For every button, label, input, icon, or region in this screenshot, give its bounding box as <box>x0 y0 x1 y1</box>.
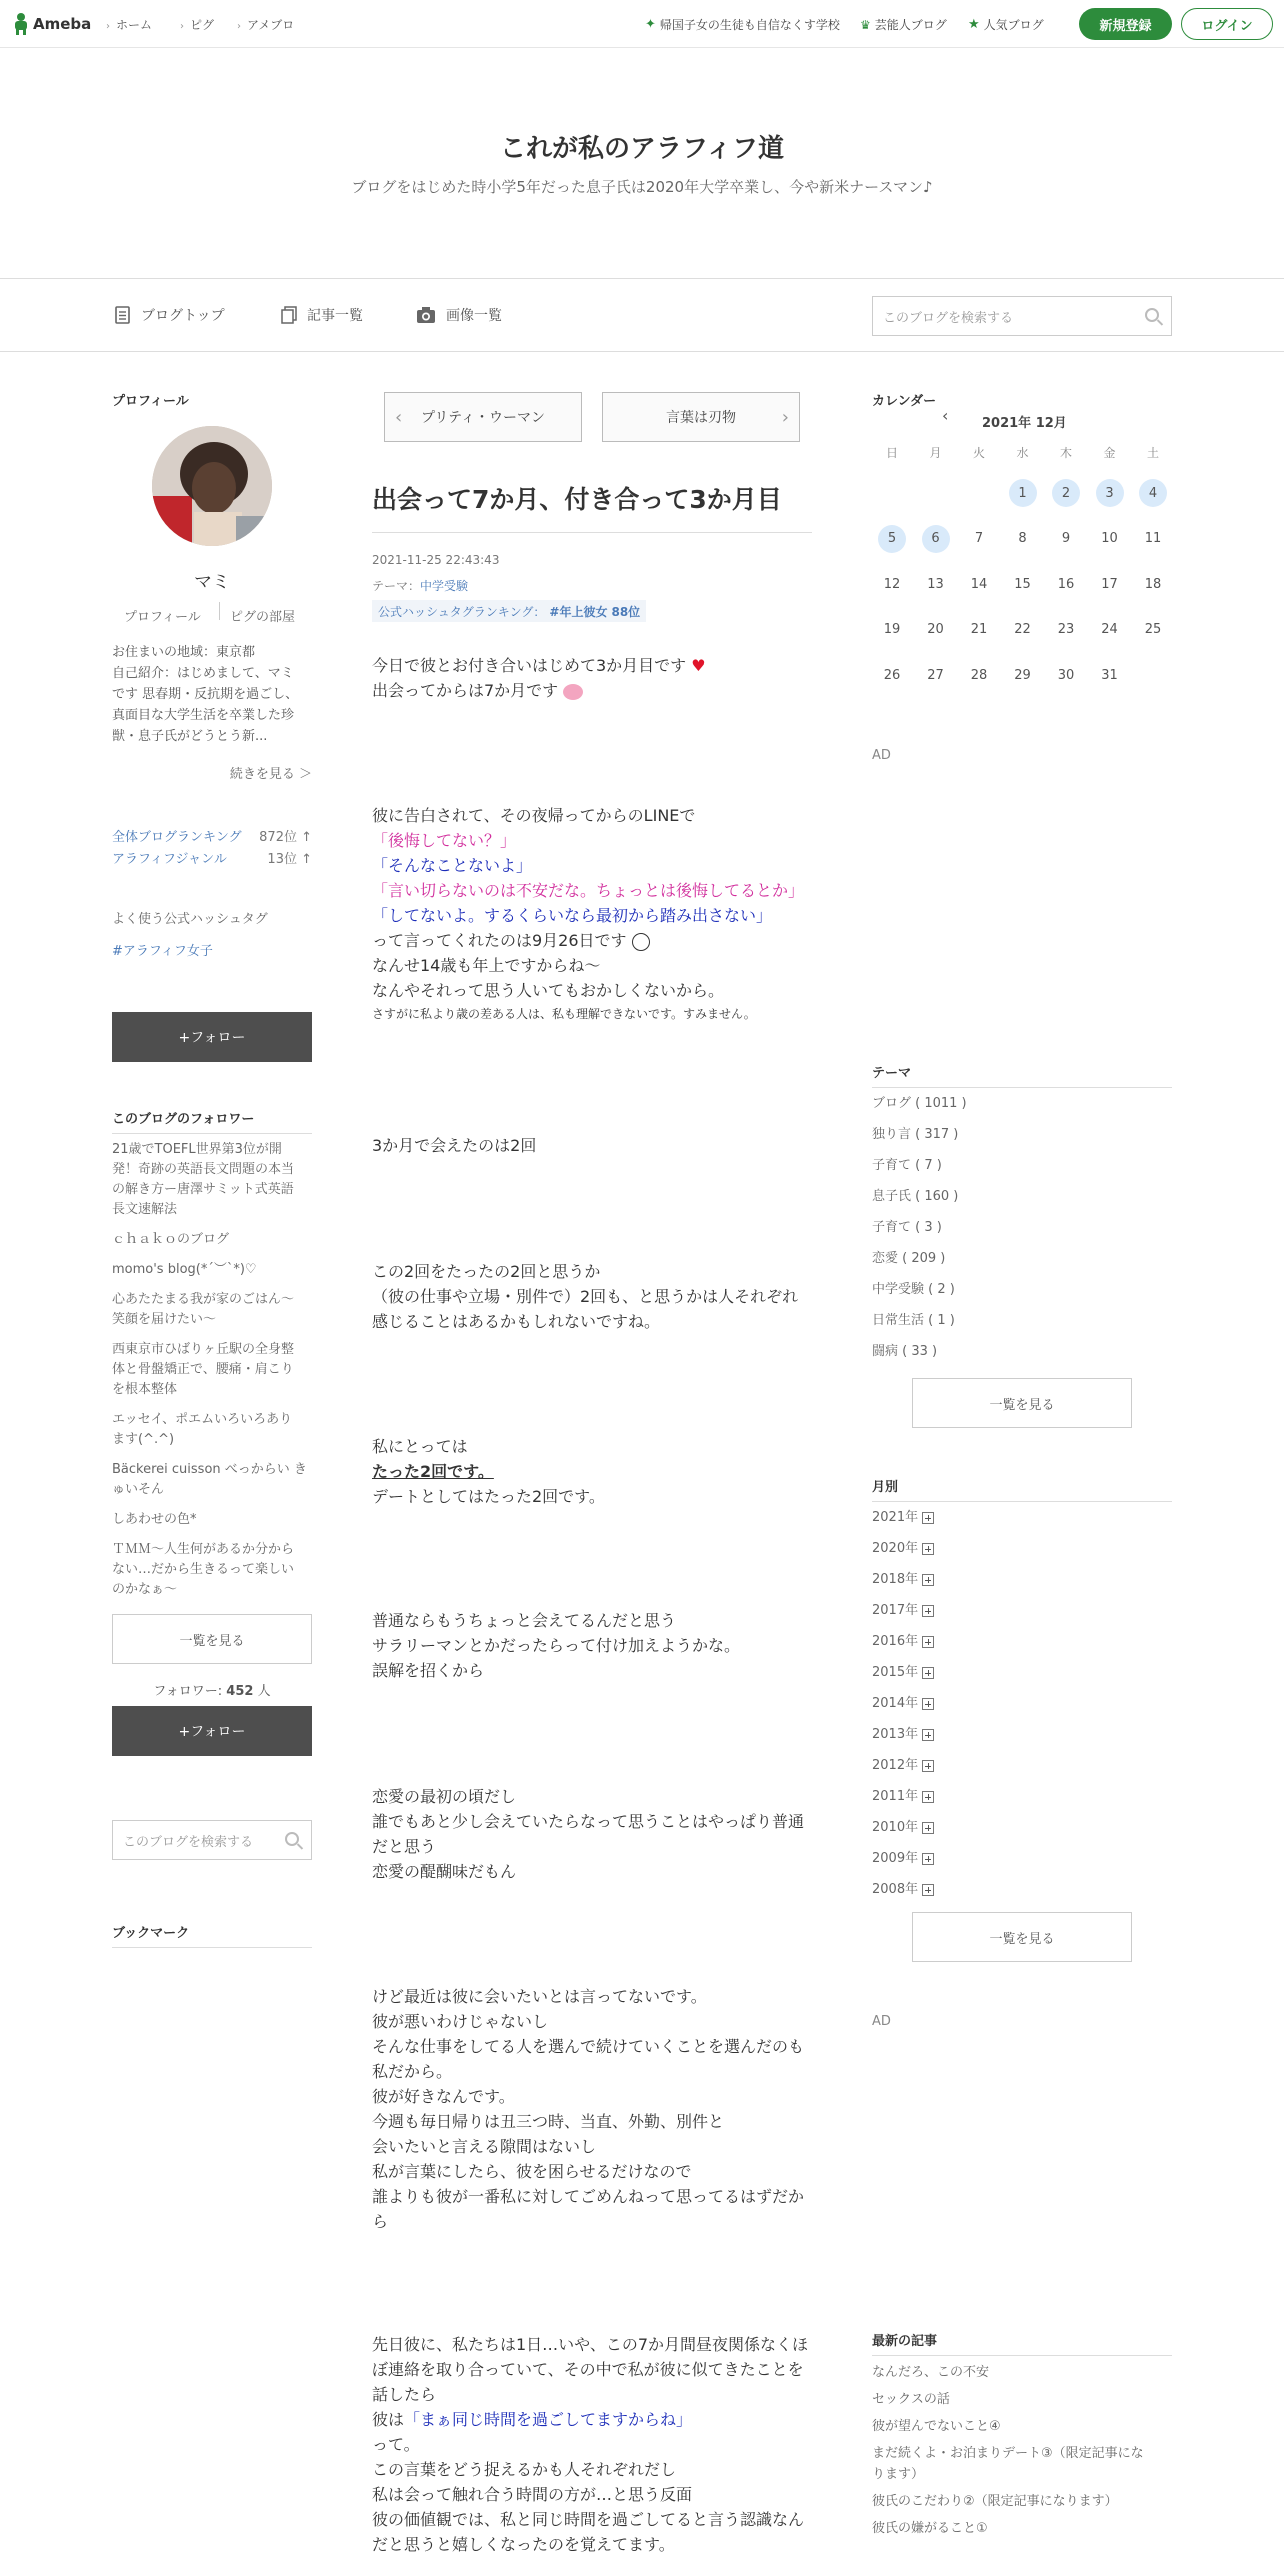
body-line: なんせ14歳も年上ですからね〜 <box>372 956 601 975</box>
follower-line: 長文速解法 <box>112 1202 178 1217</box>
recent-line: 彼が望んでないこと④ <box>872 2419 1001 2434</box>
crown-icon: ♛ <box>860 17 871 32</box>
theme-list <box>872 1088 1172 1367</box>
recent-item[interactable] <box>872 2491 1172 2512</box>
body-text: 出会ってからは7か月です <box>372 681 559 700</box>
global-header <box>0 0 1284 48</box>
month-item[interactable] <box>872 1750 1172 1781</box>
profile-name[interactable]: マミ <box>194 572 230 593</box>
ranking-all-value: 872位 ↑ <box>259 830 312 845</box>
body-line-emphasis: たった2回です。 <box>372 1462 494 1481</box>
follower-line: 体と骨盤矯正で、腰痛・肩こり <box>112 1362 294 1377</box>
bookmark-heading: ブックマーク <box>112 1922 312 1948</box>
search-icon[interactable] <box>285 1832 299 1846</box>
body-line <box>372 928 812 953</box>
bio-line: 自己紹介：はじめまして、マミ <box>112 666 294 681</box>
body-line: 私が言葉にしたら、彼を困らせるだけなので <box>372 2162 692 2181</box>
expand-plus-icon[interactable] <box>922 1512 934 1524</box>
month-list <box>872 1502 1172 1905</box>
recent-item[interactable] <box>872 2416 1172 2437</box>
expand-plus-icon[interactable] <box>922 1636 934 1648</box>
theme-label: テーマ： <box>372 579 421 593</box>
calendar-day: 11 <box>1144 531 1162 546</box>
calendar-day: 18 <box>1144 576 1162 592</box>
recent-item[interactable] <box>872 2518 1172 2539</box>
body-line: なんやそれって思う人いてもおかしくないから。 <box>372 981 725 1000</box>
top-link-celeb[interactable] <box>860 16 947 33</box>
expand-plus-icon[interactable] <box>922 1543 934 1555</box>
calendar-day: 25 <box>1144 622 1162 637</box>
body-line: 「してないよ。するくらいなら最初から踏み出さない」 <box>372 906 773 925</box>
calendar-day[interactable]: 1 <box>1009 479 1037 507</box>
body-line: 彼に告白されて、その夜帰ってからのLINEで <box>372 806 696 825</box>
recent-line: セックスの話 <box>872 2392 950 2407</box>
expand-plus-icon[interactable] <box>922 1822 934 1834</box>
body-text-quote: 「まぁ同じ時間を過ごしてますからね」 <box>404 2410 693 2429</box>
recent-line: ります） <box>872 2467 925 2482</box>
bio-line: 獣・息子氏がどうとう新... <box>112 729 268 744</box>
theme-item[interactable]: ブログ ( 1011 ) <box>872 1096 967 1111</box>
blog-title[interactable]: これが私のアラフィフ道 <box>500 134 784 164</box>
expand-plus-icon[interactable] <box>922 1605 934 1617</box>
theme-item[interactable]: 日常生活 ( 1 ) <box>872 1313 955 1328</box>
article-theme <box>372 577 468 594</box>
body-line: 話したら <box>372 2385 437 2404</box>
article-list-link[interactable] <box>281 305 363 325</box>
month-item[interactable] <box>872 1533 1172 1564</box>
month-label: 2020年 <box>872 1541 919 1556</box>
calendar-day: 22 <box>1014 622 1031 637</box>
expand-plus-icon[interactable] <box>922 1667 934 1679</box>
calendar-month: 2021年 12月 <box>982 416 1067 431</box>
follower-line: ＴＭＭ～人生何があるか分から <box>112 1542 295 1557</box>
login-button[interactable]: ログイン <box>1181 8 1273 40</box>
follower-line: エッセイ、ポエムいろいろあり <box>112 1412 293 1427</box>
month-item[interactable] <box>872 1595 1172 1626</box>
theme-item[interactable]: 息子氏 ( 160 ) <box>872 1189 959 1204</box>
next-article-button[interactable] <box>602 392 800 442</box>
top-link-popular-label: 人気ブログ <box>983 18 1044 32</box>
body-line: 今週も毎日帰りは丑三つ時、当直、外勤、別件と <box>372 2112 725 2131</box>
hashtag-ranking[interactable] <box>372 600 646 622</box>
calendar-day: 8 <box>1018 531 1027 546</box>
bio-line: です 思春期・反抗期を過ごし、 <box>112 687 299 702</box>
article-paragraph <box>372 2332 812 2557</box>
blog-description: ブログをはじめた時小学5年だった息子氏は2020年大学卒業し、今や新米ナースマン♪ <box>351 178 933 196</box>
follower-item[interactable] <box>112 1510 312 1530</box>
body-line: だと思うと嬉しくなったのを覚えてます。 <box>372 2535 675 2554</box>
avatar[interactable] <box>152 426 272 546</box>
month-item[interactable] <box>872 1874 1172 1905</box>
ameba-logo-icon <box>12 12 30 36</box>
follower-item[interactable] <box>112 1410 312 1450</box>
article-paragraph <box>372 1984 812 2234</box>
prev-article-button[interactable] <box>384 392 582 442</box>
month-label: 2017年 <box>872 1603 919 1618</box>
body-line: 恋愛の醍醐味だもん <box>372 1862 517 1881</box>
chevron-right-icon: › <box>237 21 241 32</box>
follower-line: ます(^.^) <box>112 1432 175 1447</box>
follower-line: 心あたたまる我が家のごはん〜 <box>112 1292 295 1307</box>
image-list-link[interactable] <box>416 305 502 325</box>
follower-line: 発！奇跡の英語長文問題の本当 <box>112 1162 295 1177</box>
nav-home-label: ホーム <box>116 18 153 32</box>
month-item[interactable] <box>872 1812 1172 1843</box>
follow-button[interactable]: +フォロー <box>112 1012 312 1062</box>
recent-line: 彼氏のこだわり②（限定記事になります） <box>872 2494 1118 2509</box>
spacer <box>372 703 812 803</box>
month-item[interactable] <box>872 1719 1172 1750</box>
follower-count-label: フォロワー: <box>153 1684 227 1699</box>
nav-ameblo-label: アメブロ <box>247 18 295 32</box>
calendar-day: 19 <box>883 622 901 637</box>
body-line <box>372 678 812 703</box>
follower-line: のかなぁ～ <box>112 1582 178 1597</box>
month-label: 2016年 <box>872 1634 919 1649</box>
body-line: って。 <box>372 2435 420 2454</box>
pig-room-link[interactable]: ピグの部屋 <box>230 610 296 625</box>
body-line: だと思う <box>372 1837 437 1856</box>
follower-item[interactable] <box>112 1340 312 1400</box>
pig-face-icon <box>563 684 583 700</box>
month-label: 2014年 <box>872 1696 919 1711</box>
article-list-label: 記事一覧 <box>307 308 363 324</box>
hashtag-ranking-rank: 88位 <box>611 604 641 619</box>
body-line: 誤解を招くから <box>372 1661 485 1680</box>
months-heading: 月別 <box>872 1476 1172 1502</box>
bio-line: 真面目な大学生活を卒業した珍 <box>112 708 295 723</box>
expand-plus-icon[interactable] <box>922 1853 934 1865</box>
ranking-genre-label[interactable]: アラフィフジャンル <box>112 852 227 867</box>
month-item[interactable] <box>872 1843 1172 1874</box>
hashtag-heading: よく使う公式ハッシュタグ <box>112 912 268 927</box>
month-item[interactable] <box>872 1657 1172 1688</box>
body-text: 今日で彼とお付き合いはじめて3か月目です <box>372 656 687 675</box>
follower-item[interactable] <box>112 1260 312 1280</box>
follower-line: 西東京市ひばりヶ丘駅の全身整 <box>112 1342 295 1357</box>
theme-item[interactable]: 子育て ( 7 ) <box>872 1158 942 1173</box>
image-list-label: 画像一覧 <box>446 308 502 324</box>
body-line: 感じることはあるかもしれないですね。 <box>372 1312 661 1331</box>
blog-search-placeholder: このブログを検索する <box>883 310 1014 326</box>
calendar-day: 30 <box>1057 667 1075 683</box>
calendar-day: 16 <box>1057 576 1075 592</box>
top-link-school-label: 帰国子女の生徒も自信なくす学校 <box>659 18 840 32</box>
body-line: 「後悔してない？」 <box>372 831 517 850</box>
calendar-day: 24 <box>1101 622 1118 637</box>
recent-line: 彼氏の嫌がること① <box>872 2521 988 2536</box>
theme-item[interactable]: 恋愛 ( 209 ) <box>872 1251 946 1266</box>
profile-bio <box>112 642 312 747</box>
month-label: 2015年 <box>872 1665 919 1680</box>
body-line: 彼の価値観では、私と同じ時間を過ごしてると言う認識なん <box>372 2510 805 2529</box>
article-title[interactable]: 出会って7か月、付き合って3か月目 <box>372 485 782 514</box>
followers-heading: このブログのフォロワー <box>112 1108 312 1134</box>
body-line: 「そんなことないよ」 <box>372 856 533 875</box>
body-line: 誰よりも彼が一番私に対してごめんねって思ってるはずだか <box>372 2187 805 2206</box>
recent-heading: 最新の記事 <box>872 2330 1172 2356</box>
follower-line: を根本整体 <box>112 1382 178 1397</box>
body-line: 彼が悪いわけじゃないし <box>372 2012 549 2031</box>
month-item[interactable] <box>872 1502 1172 1533</box>
months-view-all-button[interactable]: 一覧を見る <box>912 1912 1132 1962</box>
follower-line: 笑顔を届けたい〜 <box>112 1312 217 1327</box>
heart-icon: ♥ <box>691 656 706 675</box>
ranking-all-label[interactable]: 全体ブログランキング <box>112 830 242 845</box>
theme-item[interactable]: 中学受験 ( 2 ) <box>872 1282 955 1297</box>
profile-heading: プロフィール <box>112 394 189 409</box>
calendar-day: 7 <box>974 531 984 546</box>
hashtag-ranking-tag[interactable]: #年上彼女 <box>549 604 608 619</box>
theme-item[interactable]: 独り言 ( 317 ) <box>872 1127 959 1142</box>
emoji-face-icon <box>632 933 650 951</box>
calendar-day[interactable]: 3 <box>1096 479 1124 507</box>
body-line: この2回をたったの2回と思うか <box>372 1262 601 1281</box>
body-line: デートとしてはたった2回です。 <box>372 1487 605 1506</box>
blog-nav <box>0 278 1284 352</box>
body-line: 普通ならもうちょっと会えてるんだと思う <box>372 1611 677 1630</box>
follower-list <box>112 1140 312 1610</box>
calendar-dow: 土 <box>1146 446 1159 460</box>
follower-count-unit: 人 <box>253 1684 271 1699</box>
month-label: 2010年 <box>872 1820 919 1835</box>
article-paragraph <box>372 1259 812 1334</box>
calendar-day[interactable]: 5 <box>878 525 906 553</box>
ameba-logo[interactable] <box>12 12 91 36</box>
calendar-day: 12 <box>883 576 901 592</box>
body-line: 彼が好きなんです。 <box>372 2087 515 2106</box>
calendar-day[interactable]: 2 <box>1052 479 1080 507</box>
month-label: 2011年 <box>872 1789 919 1804</box>
calendar-day: 20 <box>927 622 944 637</box>
ranking-genre-value: 13位 ↑ <box>267 852 312 867</box>
top-link-popular[interactable] <box>968 16 1044 33</box>
star-icon: ★ <box>968 17 980 32</box>
body-line: ぼ連絡を取り合っていて、その中で私が彼に似てきたことを <box>372 2360 804 2379</box>
theme-item[interactable]: 子育て ( 3 ) <box>872 1220 942 1235</box>
body-line: 私は会って触れ合う時間の方が…と思う反面 <box>372 2485 693 2504</box>
month-label: 2009年 <box>872 1851 919 1866</box>
blog-search-input[interactable] <box>872 296 1172 336</box>
search-icon[interactable] <box>1145 308 1159 322</box>
nav-pig-label: ピグ <box>190 18 215 32</box>
expand-plus-icon[interactable] <box>922 1760 934 1772</box>
follower-line: しあわせの色* <box>112 1512 197 1527</box>
logo-text: Ameba <box>33 15 92 33</box>
chevron-right-icon: › <box>781 407 789 428</box>
ad-label: AD <box>872 748 891 763</box>
calendar-day[interactable]: 6 <box>922 525 950 553</box>
blog-top-link[interactable] <box>115 305 225 325</box>
prev-article-label: プリティ・ウーマン <box>420 410 546 426</box>
month-label: 2013年 <box>872 1727 919 1742</box>
calendar-day: 17 <box>1101 576 1118 592</box>
body-text: 彼は <box>372 2410 405 2429</box>
follower-line: momo's blog(*´︶`*)♡ <box>112 1262 257 1277</box>
hashtag-link[interactable]: #アラフィフ女子 <box>112 944 213 959</box>
clover-icon: ✦ <box>645 17 656 32</box>
chevron-right-icon: › <box>106 21 110 32</box>
follower-count-value: 452 <box>226 1684 254 1699</box>
calendar-dow: 月 <box>929 446 942 460</box>
month-item[interactable] <box>872 1781 1172 1812</box>
calendar-heading: カレンダー <box>872 394 937 409</box>
calendar-dow: 日 <box>885 446 898 460</box>
month-label: 2012年 <box>872 1758 919 1773</box>
follower-count <box>112 1680 312 1699</box>
body-line: サラリーマンとかだったらって付け加えようかな。 <box>372 1636 741 1655</box>
article-paragraph <box>372 1434 812 1509</box>
ad-label: AD <box>872 2014 891 2029</box>
body-line: そんな仕事をしてる人を選んで続けていくことを選んだのも <box>372 2037 805 2056</box>
themes-heading: テーマ <box>872 1062 1172 1088</box>
follower-item[interactable] <box>112 1540 312 1600</box>
month-label: 2018年 <box>872 1572 919 1587</box>
expand-plus-icon[interactable] <box>922 1791 934 1803</box>
camera-icon <box>416 306 436 324</box>
calendar-prev-icon[interactable]: ‹ <box>942 406 949 425</box>
recent-line: まだ続くよ・お泊まりデート③（限定記事にな <box>872 2446 1144 2461</box>
calendar-day: 31 <box>1101 667 1118 683</box>
ranking-genre[interactable] <box>112 848 312 867</box>
follower-line: ゅいそん <box>112 1482 165 1497</box>
calendar-dow: 金 <box>1103 446 1116 460</box>
recent-item[interactable] <box>872 2362 1172 2383</box>
calendar-day: 13 <box>927 576 944 592</box>
chevron-left-icon: ‹ <box>395 407 403 428</box>
bio-line: お住まいの地域：東京都 <box>112 645 256 660</box>
nav-home[interactable] <box>106 16 152 33</box>
theme-item[interactable]: 闘病 ( 33 ) <box>872 1344 938 1359</box>
calendar-dow: 水 <box>1016 446 1029 460</box>
article-body <box>372 653 812 1025</box>
divider <box>372 532 812 533</box>
follower-item[interactable] <box>112 1140 312 1220</box>
body-line: さすがに私より歳の差ある人は、私も理解できないです。すみません。 <box>372 1007 756 1021</box>
calendar-day: 27 <box>927 667 944 683</box>
recent-list <box>872 2362 1172 2545</box>
body-line: 会いたいと言える隙間はないし <box>372 2137 597 2156</box>
ranking-all[interactable] <box>112 826 312 845</box>
divider <box>219 602 220 620</box>
month-label: 2008年 <box>872 1882 919 1897</box>
follower-item[interactable] <box>112 1460 312 1500</box>
body-line: けど最近は彼に会いたいとは言ってないです。 <box>372 1987 707 2006</box>
article-paragraph <box>372 1784 812 1884</box>
next-article-label: 言葉は刃物 <box>666 410 736 426</box>
follower-line: ｃｈａｋｏのブログ <box>112 1232 230 1247</box>
follower-line: の解き方ー唐澤サミット式英語 <box>112 1182 294 1197</box>
chevron-right-icon: › <box>180 21 184 32</box>
recent-line: なんだろ、この不安 <box>872 2365 990 2380</box>
body-line: 私だから。 <box>372 2062 453 2081</box>
top-link-celeb-label: 芸能人ブログ <box>874 18 947 32</box>
body-line: この言葉をどう捉えるかも人それぞれだし <box>372 2460 677 2479</box>
article-paragraph <box>372 1608 812 1683</box>
follower-item[interactable] <box>112 1290 312 1330</box>
body-line <box>372 2407 812 2432</box>
document-icon <box>115 306 131 324</box>
body-line: 私にとっては <box>372 1437 468 1456</box>
calendar-day: 21 <box>970 622 988 637</box>
nav-ameblo[interactable] <box>237 16 294 33</box>
calendar-day: 9 <box>1061 531 1071 546</box>
read-more-link[interactable]: 続きを見る ＞ <box>229 767 312 782</box>
expand-plus-icon[interactable] <box>922 1884 934 1896</box>
article-datetime: 2021-11-25 22:43:43 <box>372 553 500 567</box>
nav-pig[interactable] <box>180 16 214 33</box>
profile-link[interactable]: プロフィール <box>124 610 201 625</box>
expand-plus-icon[interactable] <box>922 1729 934 1741</box>
expand-plus-icon[interactable] <box>922 1574 934 1586</box>
theme-link[interactable]: 中学受験 <box>420 579 469 593</box>
calendar-day[interactable]: 4 <box>1139 479 1167 507</box>
top-link-school[interactable] <box>645 16 840 33</box>
follower-line: ない…だから生きるって楽しい <box>112 1562 295 1577</box>
month-item[interactable] <box>872 1688 1172 1719</box>
body-line <box>372 653 812 678</box>
follow-button-bottom[interactable]: +フォロー <box>112 1706 312 1756</box>
follower-line: 21歳でTOEFL世界第3位が開 <box>112 1142 282 1157</box>
follower-item[interactable] <box>112 1230 312 1250</box>
expand-plus-icon[interactable] <box>922 1698 934 1710</box>
body-line: 誰でもあと少し会えていたらなって思うことはやっぱり普通 <box>372 1812 805 1831</box>
themes-view-all-button[interactable]: 一覧を見る <box>912 1378 1132 1428</box>
sidebar-search-placeholder: このブログを検索する <box>123 1834 254 1850</box>
blog-top-label: ブログトップ <box>141 308 225 324</box>
body-line: 3か月で会えたのは2回 <box>372 1136 537 1155</box>
calendar-day: 26 <box>883 667 901 683</box>
calendar-dow: 木 <box>1059 446 1072 460</box>
calendar-day: 14 <box>970 576 988 592</box>
calendar-day: 10 <box>1101 531 1118 546</box>
calendar-day: 15 <box>1014 576 1031 592</box>
copy-icon <box>281 306 297 324</box>
body-line: 先日彼に、私たちは1日…いや、この7か月間昼夜関係なくほ <box>372 2335 809 2354</box>
body-line: （彼の仕事や立場・別件で）2回も、と思うかは人それぞれ <box>372 1287 799 1306</box>
month-label: 2021年 <box>872 1510 919 1525</box>
calendar-day: 29 <box>1014 667 1031 683</box>
calendar-day: 23 <box>1057 622 1075 637</box>
calendar-day: 28 <box>970 667 988 683</box>
hashtag-ranking-label: 公式ハッシュタグランキング： <box>378 604 546 619</box>
body-line: 「言い切らないのは不安だな。ちょっとは後悔してるとか」 <box>372 881 805 900</box>
sidebar-search-input[interactable] <box>112 1820 312 1860</box>
calendar-dow: 火 <box>972 446 985 460</box>
body-line: 恋愛の最初の頃だし <box>372 1787 517 1806</box>
recent-item[interactable] <box>872 2389 1172 2410</box>
body-text: って言ってくれたのは9月26日です <box>372 931 627 950</box>
follower-line: Bäckerei cuisson べっからい き <box>112 1462 307 1477</box>
register-button[interactable]: 新規登録 <box>1079 8 1172 40</box>
month-item[interactable] <box>872 1626 1172 1657</box>
recent-item[interactable] <box>872 2443 1172 2485</box>
body-line: ら <box>372 2212 389 2231</box>
followers-view-all-button[interactable]: 一覧を見る <box>112 1614 312 1664</box>
month-item[interactable] <box>872 1564 1172 1595</box>
